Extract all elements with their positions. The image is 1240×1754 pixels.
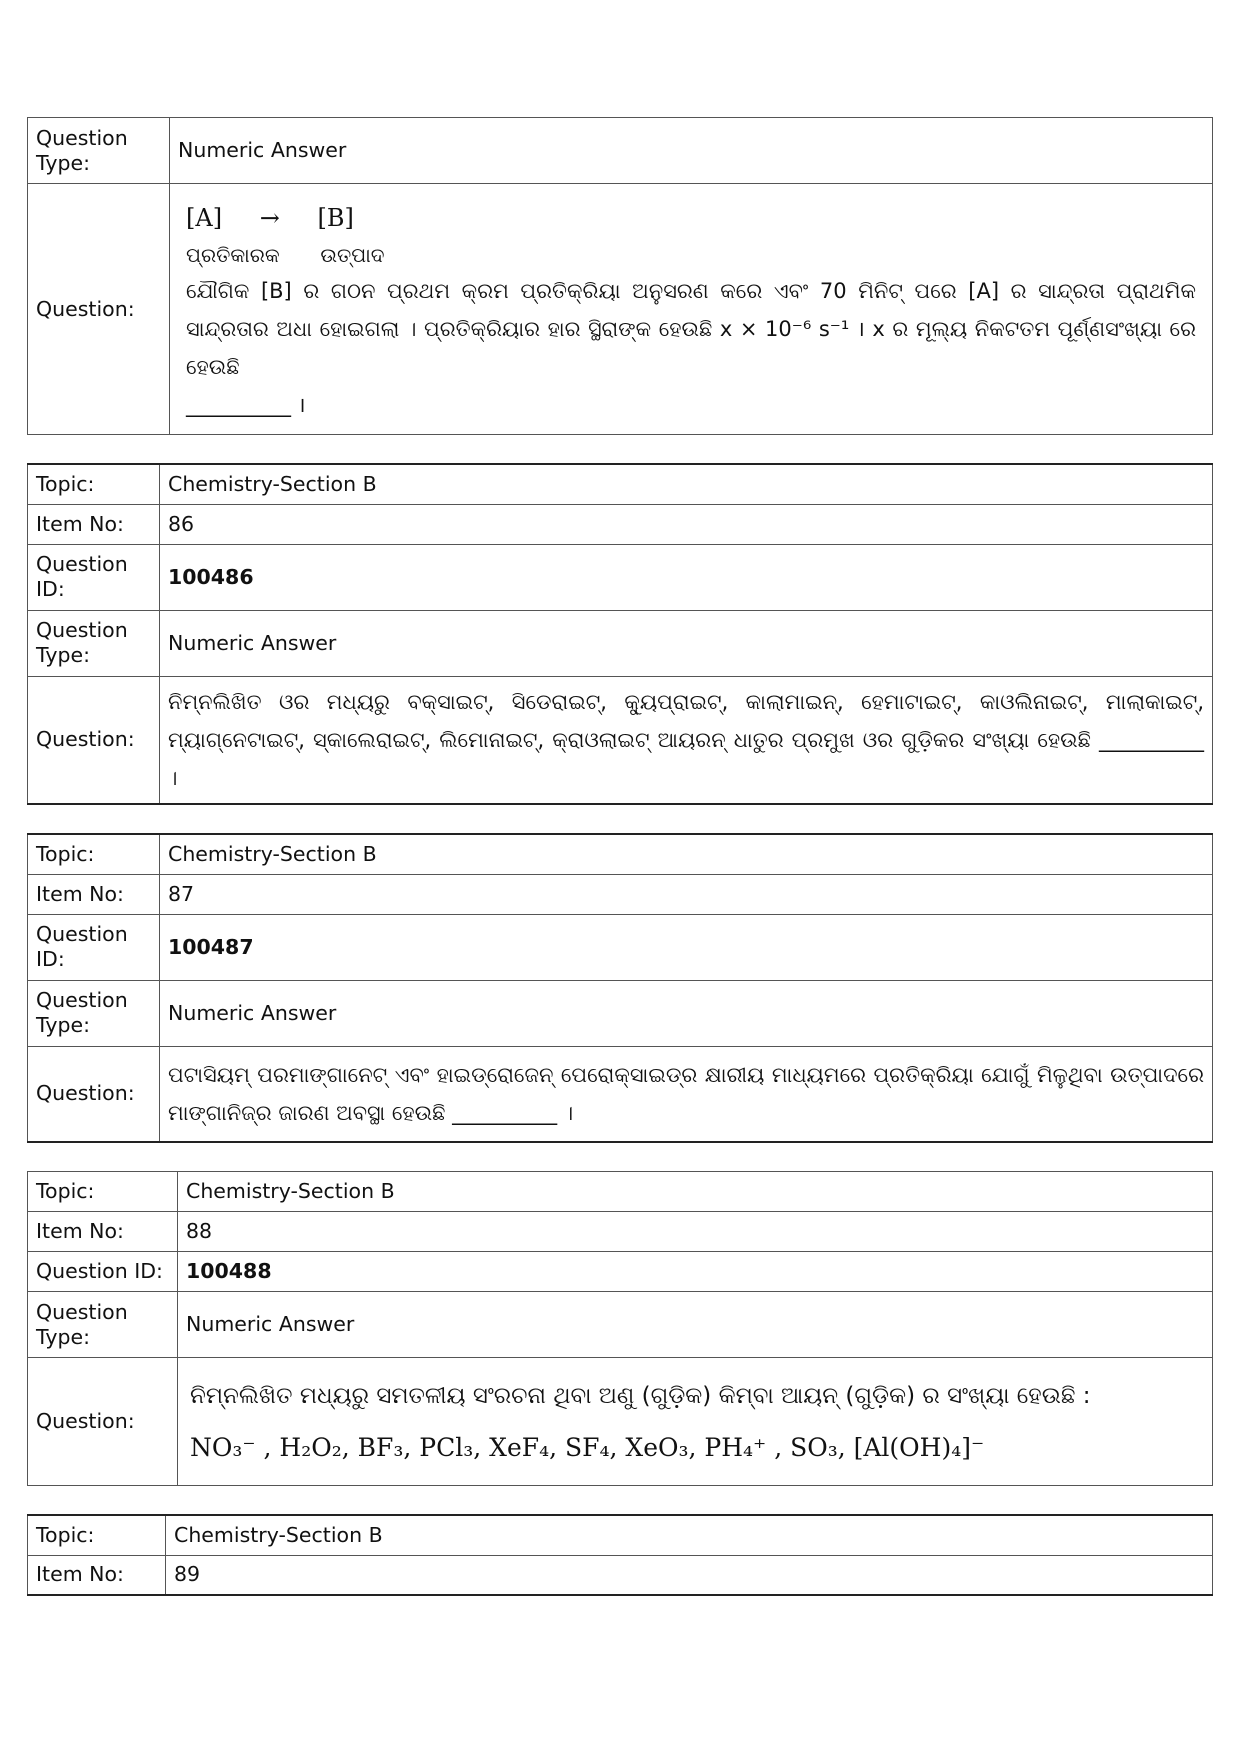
reaction-equation: [186, 198, 1196, 238]
type-row: [28, 980, 1213, 1046]
question-block-88: [27, 1171, 1213, 1486]
item-row: [28, 1212, 1213, 1252]
type-label: Question Type:: [28, 610, 160, 676]
question-id-label: Question ID:: [28, 914, 160, 980]
formula-list: NO₃⁻ , H₂O₂, BF₃, PCl₃, XeF₄, SF₄, XeO₃, PH₄⁺ , SO₃, [Al(OH)₄]⁻: [190, 1432, 985, 1462]
question-block-89: [27, 1514, 1213, 1596]
topic-label: Topic:: [28, 1515, 166, 1555]
topic-row: [28, 464, 1213, 504]
question-text: [160, 676, 1213, 804]
topic-value: Chemistry-Section B: [166, 1515, 1213, 1555]
question-paper-page: [27, 117, 1213, 1624]
topic-row: [28, 1515, 1213, 1555]
type-row: [28, 610, 1213, 676]
type-label: Question Type:: [28, 1292, 178, 1358]
question-id-label: Question ID:: [28, 1252, 178, 1292]
question-block-85: [27, 117, 1213, 435]
type-label: Question Type:: [28, 980, 160, 1046]
question-id-row: [28, 544, 1213, 610]
reactant: [A]: [186, 204, 223, 232]
topic-row: [28, 834, 1213, 874]
question-id-row: [28, 1252, 1213, 1292]
answer-blank: __________ ।: [186, 393, 306, 417]
question-row: [28, 676, 1213, 804]
topic-label: Topic:: [28, 834, 160, 874]
item-row: [28, 1555, 1213, 1595]
question-row: [28, 184, 1213, 435]
type-row: [28, 1292, 1213, 1358]
product: [B]: [317, 204, 354, 232]
question-label: Question:: [28, 184, 170, 435]
question-label: Question:: [28, 676, 160, 804]
question-label: Question:: [28, 1358, 178, 1486]
topic-value: Chemistry-Section B: [160, 834, 1213, 874]
question-text: [160, 1046, 1213, 1142]
type-row: [28, 118, 1213, 184]
question-text: ଯୌଗିକ [B] ର ଗଠନ ପ୍ରଥମ କ୍ରମ ପ୍ରତିକ୍ରିୟା ଅନୁସରଣ କରେ ଏବଂ 70 ମିନିଟ୍ ପରେ [A] ର ସାନ୍ଦ୍ରତା ପ୍ରାଥମିକ ସାନ୍ଦ୍ରତାର ଅଧା ହୋଇଗଲା । ପ୍ରତିକ୍ରିୟାର ହାର ସ୍ଥିରାଙ୍କ ହେଉଛି x × 10⁻⁶ s⁻¹ । x ର ମୂଲ୍ୟ ନିକଟତମ ପୂର୍ଣ୍ଣସଂଖ୍ୟା ରେ ହେଉଛି: [186, 279, 1196, 379]
question-block-87: [27, 833, 1213, 1143]
type-value: Numeric Answer: [178, 1292, 1213, 1358]
topic-label: Topic:: [28, 464, 160, 504]
question-id-value: 100487: [160, 914, 1213, 980]
reaction-labels: [186, 238, 1196, 272]
question-text: ନିମ୍ନଲିଖିତ ମଧ୍ୟରୁ ସମତଳୀୟ ସଂରଚନା ଥିବା ଅଣୁ (ଗୁଡ଼ିକ) କିମ୍ବା ଆୟନ୍ (ଗୁଡ଼ିକ) ର ସଂଖ୍ୟା ହେଉଛି :: [190, 1382, 1091, 1409]
question-id-label: Question ID:: [28, 544, 160, 610]
question-row: [28, 1046, 1213, 1142]
item-label: Item No:: [28, 874, 160, 914]
item-value: 87: [160, 874, 1213, 914]
product-label: ଉତ୍ପାଦ: [320, 243, 385, 267]
item-value: 86: [160, 504, 1213, 544]
item-label: Item No:: [28, 504, 160, 544]
item-row: [28, 874, 1213, 914]
type-value: Numeric Answer: [160, 980, 1213, 1046]
item-label: Item No:: [28, 1555, 166, 1595]
question-id-row: [28, 914, 1213, 980]
topic-value: Chemistry-Section B: [178, 1172, 1213, 1212]
reaction-arrow: →: [259, 204, 280, 232]
question-block-86: [27, 463, 1213, 805]
item-row: [28, 504, 1213, 544]
question-label: Question:: [28, 1046, 160, 1142]
question-text-body: ନିମ୍ନଲିଖିତ ଓର ମଧ୍ୟରୁ ବକ୍ସାଇଟ୍, ସିଡେରାଇଟ୍, କ୍ୟୁପ୍ରାଇଟ୍, କାଲାମାଇନ୍, ହେମାଟାଇଟ୍, କାଓଲିନାଇଟ୍, ମାଲାକାଇଟ୍, ମ୍ୟାଗ୍ନେଟାଇଟ୍, ସ୍କାଲେରାଇଟ୍, ଲିମୋନାଇଟ୍, କ୍ରାଓଲାଇଟ୍ ଆୟରନ୍ ଧାତୁର ପ୍ରମୁଖ ଓର ଗୁଡ଼ିକର ସଂଖ୍ୟା ହେଉଛି __________ ।: [168, 689, 1204, 790]
type-value: Numeric Answer: [160, 610, 1213, 676]
question-row: [28, 1358, 1213, 1486]
topic-value: Chemistry-Section B: [160, 464, 1213, 504]
item-value: 89: [166, 1555, 1213, 1595]
topic-label: Topic:: [28, 1172, 178, 1212]
question-id-value: 100486: [160, 544, 1213, 610]
reactant-label: ପ୍ରତିକାରକ: [186, 243, 280, 267]
question-id-value: 100488: [178, 1252, 1213, 1292]
question-body: [170, 184, 1213, 435]
item-value: 88: [178, 1212, 1213, 1252]
item-label: Item No:: [28, 1212, 178, 1252]
type-value: Numeric Answer: [170, 118, 1213, 184]
topic-row: [28, 1172, 1213, 1212]
type-label: Question Type:: [28, 118, 170, 184]
question-body: [178, 1358, 1213, 1486]
question-text-body: ପଟାସିୟମ୍ ପରମାଙ୍ଗାନେଟ୍ ଏବଂ ହାଇଡ୍ରୋଜେନ୍ ପେରୋକ୍ସାଇଡ୍‌ର କ୍ଷାରୀୟ ମାଧ୍ୟମରେ ପ୍ରତିକ୍ରିୟା ଯୋଗୁଁ ମିଳୁଥିବା ଉତ୍ପାଦରେ ମାଙ୍ଗାନିଜ୍‌ର ଜାରଣ ଅବସ୍ଥା ହେଉଛି __________ ।: [168, 1062, 1204, 1125]
